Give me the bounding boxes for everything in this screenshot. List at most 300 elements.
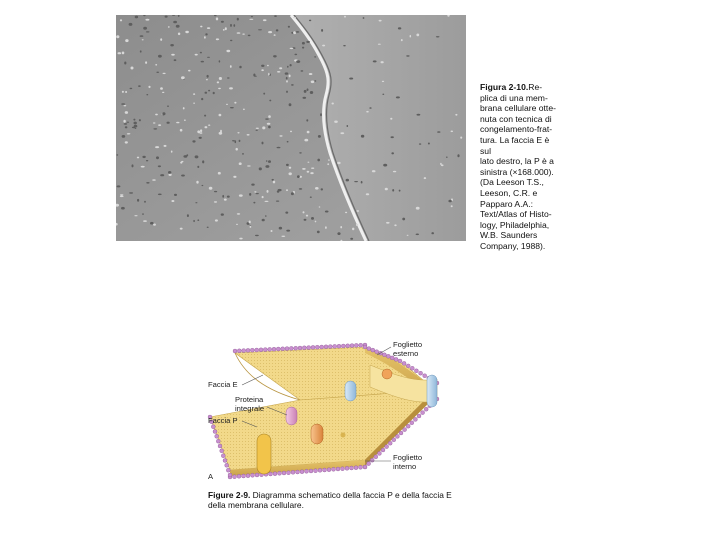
- membrane-particle: [291, 192, 294, 195]
- membrane-particle: [293, 17, 296, 18]
- membrane-particle: [431, 232, 434, 234]
- membrane-particle: [286, 77, 288, 80]
- membrane-particle: [343, 45, 346, 46]
- membrane-particle: [382, 81, 384, 82]
- lipid-head: [385, 445, 389, 449]
- membrane-particle: [168, 171, 171, 174]
- membrane-particle: [156, 72, 159, 73]
- membrane-particle: [197, 219, 199, 221]
- membrane-particle: [310, 197, 312, 198]
- membrane-particle: [165, 16, 168, 18]
- protein-blue: [345, 381, 356, 401]
- membrane-particle: [262, 219, 265, 222]
- lipid-head: [318, 468, 322, 472]
- lipid-head: [354, 343, 358, 347]
- membrane-particle: [361, 135, 364, 138]
- membrane-particle: [180, 228, 183, 230]
- membrane-particle: [173, 21, 177, 24]
- membrane-particle: [225, 27, 227, 30]
- membrane-particle: [247, 134, 250, 136]
- membrane-particle: [205, 92, 208, 94]
- membrane-particle: [207, 27, 210, 29]
- membrane-particle: [259, 167, 262, 170]
- membrane-particle: [170, 44, 174, 46]
- membrane-particle: [247, 165, 251, 166]
- membrane-particle: [354, 181, 358, 182]
- membrane-particle: [239, 238, 242, 240]
- lipid-head: [296, 470, 300, 474]
- membrane-particle: [253, 202, 255, 204]
- membrane-particle: [174, 59, 177, 61]
- membrane-particle: [219, 114, 222, 117]
- protein-yellow-transmembrane: [257, 434, 271, 474]
- membrane-particle: [134, 122, 137, 125]
- lipid-head: [218, 444, 222, 448]
- membrane-particle: [200, 129, 202, 132]
- membrane-particle: [158, 194, 162, 196]
- lipid-head: [359, 465, 363, 469]
- membrane-particle: [192, 140, 195, 142]
- lipid-head: [377, 451, 381, 455]
- membrane-particle: [183, 107, 185, 109]
- membrane-particle: [207, 227, 209, 228]
- membrane-particle: [255, 235, 259, 236]
- membrane-particle: [256, 128, 259, 129]
- membrane-particle: [125, 141, 128, 143]
- membrane-particle: [227, 196, 230, 198]
- lipid-head: [225, 463, 229, 467]
- lipid-head: [242, 349, 246, 353]
- lipid-head: [363, 465, 367, 469]
- membrane-particle: [164, 145, 167, 147]
- membrane-particle: [221, 21, 224, 23]
- lipid-head: [309, 469, 313, 473]
- membrane-particle: [122, 135, 126, 138]
- membrane-particle: [230, 24, 232, 27]
- membrane-particle: [325, 211, 329, 213]
- membrane-particle: [223, 29, 225, 31]
- membrane-particle: [290, 48, 294, 49]
- membrane-particle: [327, 163, 329, 165]
- lipid-head: [273, 472, 277, 476]
- membrane-particle: [122, 52, 125, 55]
- membrane-particle: [205, 33, 207, 35]
- lipid-head: [354, 466, 358, 470]
- membrane-particle: [281, 236, 285, 237]
- membrane-particle: [267, 190, 269, 193]
- membrane-particle: [288, 26, 290, 28]
- membrane-particle: [121, 103, 125, 105]
- membrane-particle: [309, 20, 311, 22]
- membrane-particle: [197, 130, 200, 133]
- lipid-head: [399, 431, 403, 435]
- figure-2-9-caption: [208, 490, 458, 511]
- lipid-head: [350, 466, 354, 470]
- membrane-particle: [134, 125, 138, 128]
- lipid-head: [237, 349, 241, 353]
- membrane-particle: [169, 174, 172, 176]
- lipid-head: [287, 471, 291, 475]
- membrane-particle: [138, 85, 141, 87]
- lipid-head: [382, 353, 386, 357]
- membrane-particle: [249, 193, 251, 196]
- lipid-head: [328, 345, 332, 349]
- lipid-head: [272, 347, 276, 351]
- figure-2-10-label: Figura 2-10.: [480, 82, 529, 92]
- membrane-particle: [158, 55, 162, 58]
- lipid-head: [233, 475, 237, 479]
- membrane-particle: [193, 103, 195, 104]
- label-foglietto-interno: Foglietto interno: [393, 453, 423, 471]
- membrane-particle: [261, 69, 264, 71]
- membrane-particle: [265, 215, 267, 217]
- membrane-particle: [180, 162, 182, 164]
- membrane-particle: [296, 60, 300, 63]
- membrane-particle: [135, 128, 137, 129]
- lipid-head: [263, 348, 267, 352]
- membrane-particle: [451, 205, 453, 207]
- membrane-particle: [382, 94, 384, 95]
- membrane-particle: [206, 79, 208, 80]
- lipid-head: [381, 448, 385, 452]
- membrane-particle: [289, 167, 291, 169]
- membrane-particle: [184, 119, 186, 121]
- membrane-particle: [277, 147, 281, 149]
- membrane-particle: [428, 143, 430, 145]
- membrane-particle: [299, 152, 302, 153]
- lipid-head: [302, 346, 306, 350]
- membrane-particle: [322, 45, 325, 47]
- membrane-particle: [262, 126, 265, 129]
- membrane-particle: [381, 61, 384, 63]
- membrane-particle: [237, 32, 241, 34]
- lipid-head: [220, 449, 224, 453]
- membrane-particle: [153, 128, 157, 129]
- membrane-particle: [143, 27, 147, 30]
- membrane-particle: [137, 157, 139, 159]
- membrane-particle: [266, 160, 268, 162]
- membrane-particle: [315, 187, 319, 190]
- membrane-particle: [229, 87, 233, 89]
- membrane-particle: [321, 188, 323, 190]
- lipid-head: [298, 346, 302, 350]
- membrane-particle: [176, 122, 179, 124]
- membrane-particle: [197, 166, 199, 168]
- membrane-particle: [399, 190, 401, 192]
- lipid-head: [398, 359, 402, 363]
- membrane-particle: [143, 220, 147, 222]
- membrane-particle: [394, 224, 396, 226]
- membrane-particle: [379, 20, 382, 22]
- membrane-particle: [146, 160, 148, 161]
- membrane-particle: [239, 194, 243, 196]
- lipid-head: [350, 344, 354, 348]
- membrane-particle: [286, 80, 288, 82]
- membrane-particle: [221, 213, 224, 215]
- membrane-particle: [235, 140, 237, 143]
- membrane-particle: [390, 118, 392, 120]
- lipid-head: [395, 434, 399, 438]
- lipid-head: [307, 346, 311, 350]
- membrane-particle: [193, 220, 195, 222]
- membrane-particle: [437, 131, 440, 133]
- lipid-head: [417, 414, 421, 418]
- membrane-particle: [120, 194, 123, 195]
- membrane-particle: [267, 65, 269, 67]
- membrane-particle: [307, 88, 309, 91]
- membrane-particle: [253, 74, 255, 77]
- membrane-particle: [307, 171, 310, 173]
- membrane-particle: [150, 222, 154, 225]
- membrane-particle: [436, 36, 440, 37]
- membrane-particle: [285, 212, 288, 214]
- lipid-head: [255, 473, 259, 477]
- figure-2-10-text: Re- plica di una mem- brana cellulare otte- nuta con tecnica di congelamento-frat- tura. La faccia E è sul lato destro, la P è a sinistra (×168.000). (Da Leeson T.S., Leeson, C.R. e Papparo A.A.: Text/Atlas of Histo- logy, Philadelphia, W.B. Saunders Company, 1988).: [480, 82, 556, 251]
- membrane-particle: [310, 172, 313, 174]
- membrane-particle: [363, 17, 365, 19]
- membrane-particle: [285, 72, 289, 74]
- membrane-particle: [289, 103, 292, 106]
- membrane-particle: [286, 164, 289, 166]
- membrane-particle: [272, 179, 274, 181]
- membrane-particle: [127, 122, 130, 123]
- membrane-particle: [176, 25, 180, 28]
- membrane-particle: [142, 39, 144, 40]
- lipid-head: [246, 348, 250, 352]
- membrane-particle: [373, 60, 377, 62]
- membrane-particle: [306, 215, 308, 217]
- membrane-particle: [369, 107, 371, 109]
- membrane-particle: [271, 230, 273, 232]
- membrane-particle: [222, 195, 224, 198]
- membrane-particle: [344, 16, 346, 18]
- membrane-particle: [406, 55, 409, 56]
- membrane-particle: [299, 188, 302, 190]
- membrane-particle: [155, 64, 157, 66]
- membrane-particle: [277, 71, 280, 73]
- membrane-particle: [131, 67, 134, 70]
- membrane-particle: [174, 194, 177, 196]
- membrane-particle: [124, 62, 126, 65]
- membrane-particle: [320, 113, 322, 116]
- membrane-particle: [140, 35, 144, 37]
- membrane-particle: [258, 29, 262, 30]
- membrane-particle: [168, 26, 170, 27]
- lipid-head: [251, 473, 255, 477]
- lipid-head: [413, 417, 417, 421]
- membrane-particle: [345, 212, 347, 213]
- membrane-diagram: [205, 335, 455, 485]
- membrane-particle: [196, 181, 198, 184]
- membrane-particle: [152, 179, 156, 181]
- membrane-particle: [291, 84, 294, 86]
- membrane-particle: [160, 87, 163, 90]
- label-faccia-e: Faccia E: [208, 380, 238, 389]
- membrane-particle: [124, 123, 128, 125]
- membrane-particle: [302, 168, 306, 170]
- lipid-head: [414, 369, 418, 373]
- membrane-particle: [233, 24, 235, 27]
- membrane-particle: [317, 159, 320, 162]
- membrane-particle: [209, 187, 213, 190]
- membrane-particle: [120, 196, 124, 198]
- membrane-particle: [118, 52, 122, 54]
- membrane-particle: [290, 64, 292, 66]
- lipid-head: [311, 345, 315, 349]
- membrane-particle: [133, 119, 135, 121]
- membrane-particle: [171, 54, 175, 56]
- lipid-head: [423, 374, 427, 378]
- membrane-particle: [393, 171, 396, 173]
- membrane-particle: [162, 113, 164, 115]
- membrane-particle: [263, 19, 267, 21]
- membrane-particle: [386, 222, 390, 224]
- membrane-particle: [346, 179, 349, 182]
- membrane-particle: [391, 152, 394, 154]
- membrane-particle: [242, 34, 245, 35]
- membrane-particle: [219, 60, 221, 62]
- membrane-particle: [268, 126, 271, 129]
- membrane-particle: [332, 103, 334, 105]
- lipid-head: [410, 421, 414, 425]
- lipid-head: [255, 348, 259, 352]
- membrane-particle: [236, 148, 238, 151]
- membrane-particle: [294, 54, 297, 56]
- membrane-particle: [337, 232, 340, 235]
- membrane-particle: [200, 52, 202, 54]
- membrane-particle: [185, 31, 189, 33]
- lipid-head: [223, 459, 227, 463]
- membrane-particle: [153, 122, 156, 123]
- membrane-particle: [349, 78, 353, 80]
- membrane-particle: [274, 34, 276, 36]
- membrane-particle: [180, 129, 183, 132]
- membrane-particle: [340, 226, 342, 228]
- lipid-head: [250, 348, 254, 352]
- membrane-particle: [142, 156, 145, 158]
- membrane-particle: [279, 67, 282, 69]
- lipid-head: [233, 349, 237, 353]
- membrane-particle: [158, 124, 161, 126]
- lipid-head: [281, 347, 285, 351]
- membrane-particle: [155, 146, 159, 148]
- lipid-head: [375, 350, 379, 354]
- figure-2-9-text: Diagramma schematico della faccia P e della faccia E della membrana cellulare.: [208, 490, 452, 511]
- lipid-head: [327, 468, 331, 472]
- membrane-particle: [366, 111, 369, 113]
- membrane-particle: [248, 35, 251, 37]
- membrane-particle: [193, 93, 195, 95]
- membrane-particle: [141, 166, 145, 168]
- membrane-particle: [304, 90, 307, 93]
- membrane-particle: [416, 234, 419, 236]
- lipid-head: [268, 347, 272, 351]
- membrane-particle: [146, 31, 150, 32]
- figure-2-10-caption: [480, 82, 560, 252]
- membrane-particle: [226, 104, 228, 105]
- lipid-head: [374, 455, 378, 459]
- membrane-particle: [162, 92, 164, 93]
- lipid-head: [367, 347, 371, 351]
- membrane-particle: [274, 15, 277, 17]
- membrane-particle: [308, 162, 310, 163]
- membrane-particle: [448, 200, 451, 203]
- membrane-particle: [287, 141, 289, 143]
- protein-orange: [311, 424, 323, 444]
- lipid-head: [242, 474, 246, 478]
- membrane-particle: [213, 92, 215, 95]
- membrane-particle: [372, 170, 376, 172]
- membrane-particle: [218, 172, 221, 175]
- membrane-particle: [237, 18, 239, 21]
- membrane-particle: [268, 160, 271, 163]
- lipid-head: [305, 469, 309, 473]
- membrane-particle: [160, 174, 164, 176]
- lipid-head: [406, 364, 410, 368]
- membrane-particle: [396, 96, 400, 98]
- membrane-particle: [352, 228, 354, 231]
- membrane-particle: [188, 70, 191, 72]
- membrane-particle: [289, 172, 292, 175]
- membrane-particle: [314, 56, 316, 57]
- membrane-particle: [306, 119, 308, 121]
- lipid-head: [228, 473, 232, 477]
- membrane-particle: [243, 109, 245, 111]
- membrane-particle: [392, 189, 394, 192]
- lipid-head: [410, 366, 414, 370]
- membrane-particle: [130, 88, 133, 89]
- membrane-particle: [181, 175, 185, 177]
- membrane-particle: [261, 65, 264, 67]
- membrane-particle: [144, 201, 146, 203]
- lipid-head: [323, 468, 327, 472]
- membrane-particle: [307, 131, 310, 134]
- membrane-particle: [239, 162, 242, 165]
- membrane-particle: [125, 126, 128, 128]
- membrane-particle: [183, 155, 187, 158]
- membrane-particle: [219, 132, 223, 135]
- protein-pink: [286, 407, 297, 425]
- membrane-particle: [204, 36, 206, 39]
- membrane-particle: [286, 189, 288, 191]
- membrane-particle: [455, 114, 457, 116]
- membrane-particle: [155, 114, 158, 116]
- membrane-particle: [457, 154, 459, 157]
- membrane-particle: [256, 193, 259, 194]
- membrane-particle: [124, 105, 127, 106]
- membrane-particle: [201, 61, 204, 63]
- membrane-particle: [391, 136, 394, 138]
- membrane-particle: [123, 120, 125, 123]
- membrane-particle: [140, 50, 142, 52]
- membrane-particle: [334, 121, 338, 123]
- membrane-particle: [304, 219, 307, 221]
- lipid-head: [421, 411, 425, 415]
- membrane-particle: [315, 221, 317, 223]
- membrane-particle: [125, 111, 128, 114]
- membrane-particle: [139, 119, 141, 121]
- membrane-particle: [309, 73, 313, 75]
- membrane-particle: [249, 221, 251, 224]
- membrane-particle: [460, 137, 462, 139]
- lipid-head: [314, 469, 318, 473]
- membrane-particle: [303, 97, 307, 99]
- lipid-head: [237, 474, 241, 478]
- lipid-head: [333, 344, 337, 348]
- membrane-particle: [383, 164, 387, 167]
- lipid-head: [336, 467, 340, 471]
- lipid-head: [226, 468, 230, 472]
